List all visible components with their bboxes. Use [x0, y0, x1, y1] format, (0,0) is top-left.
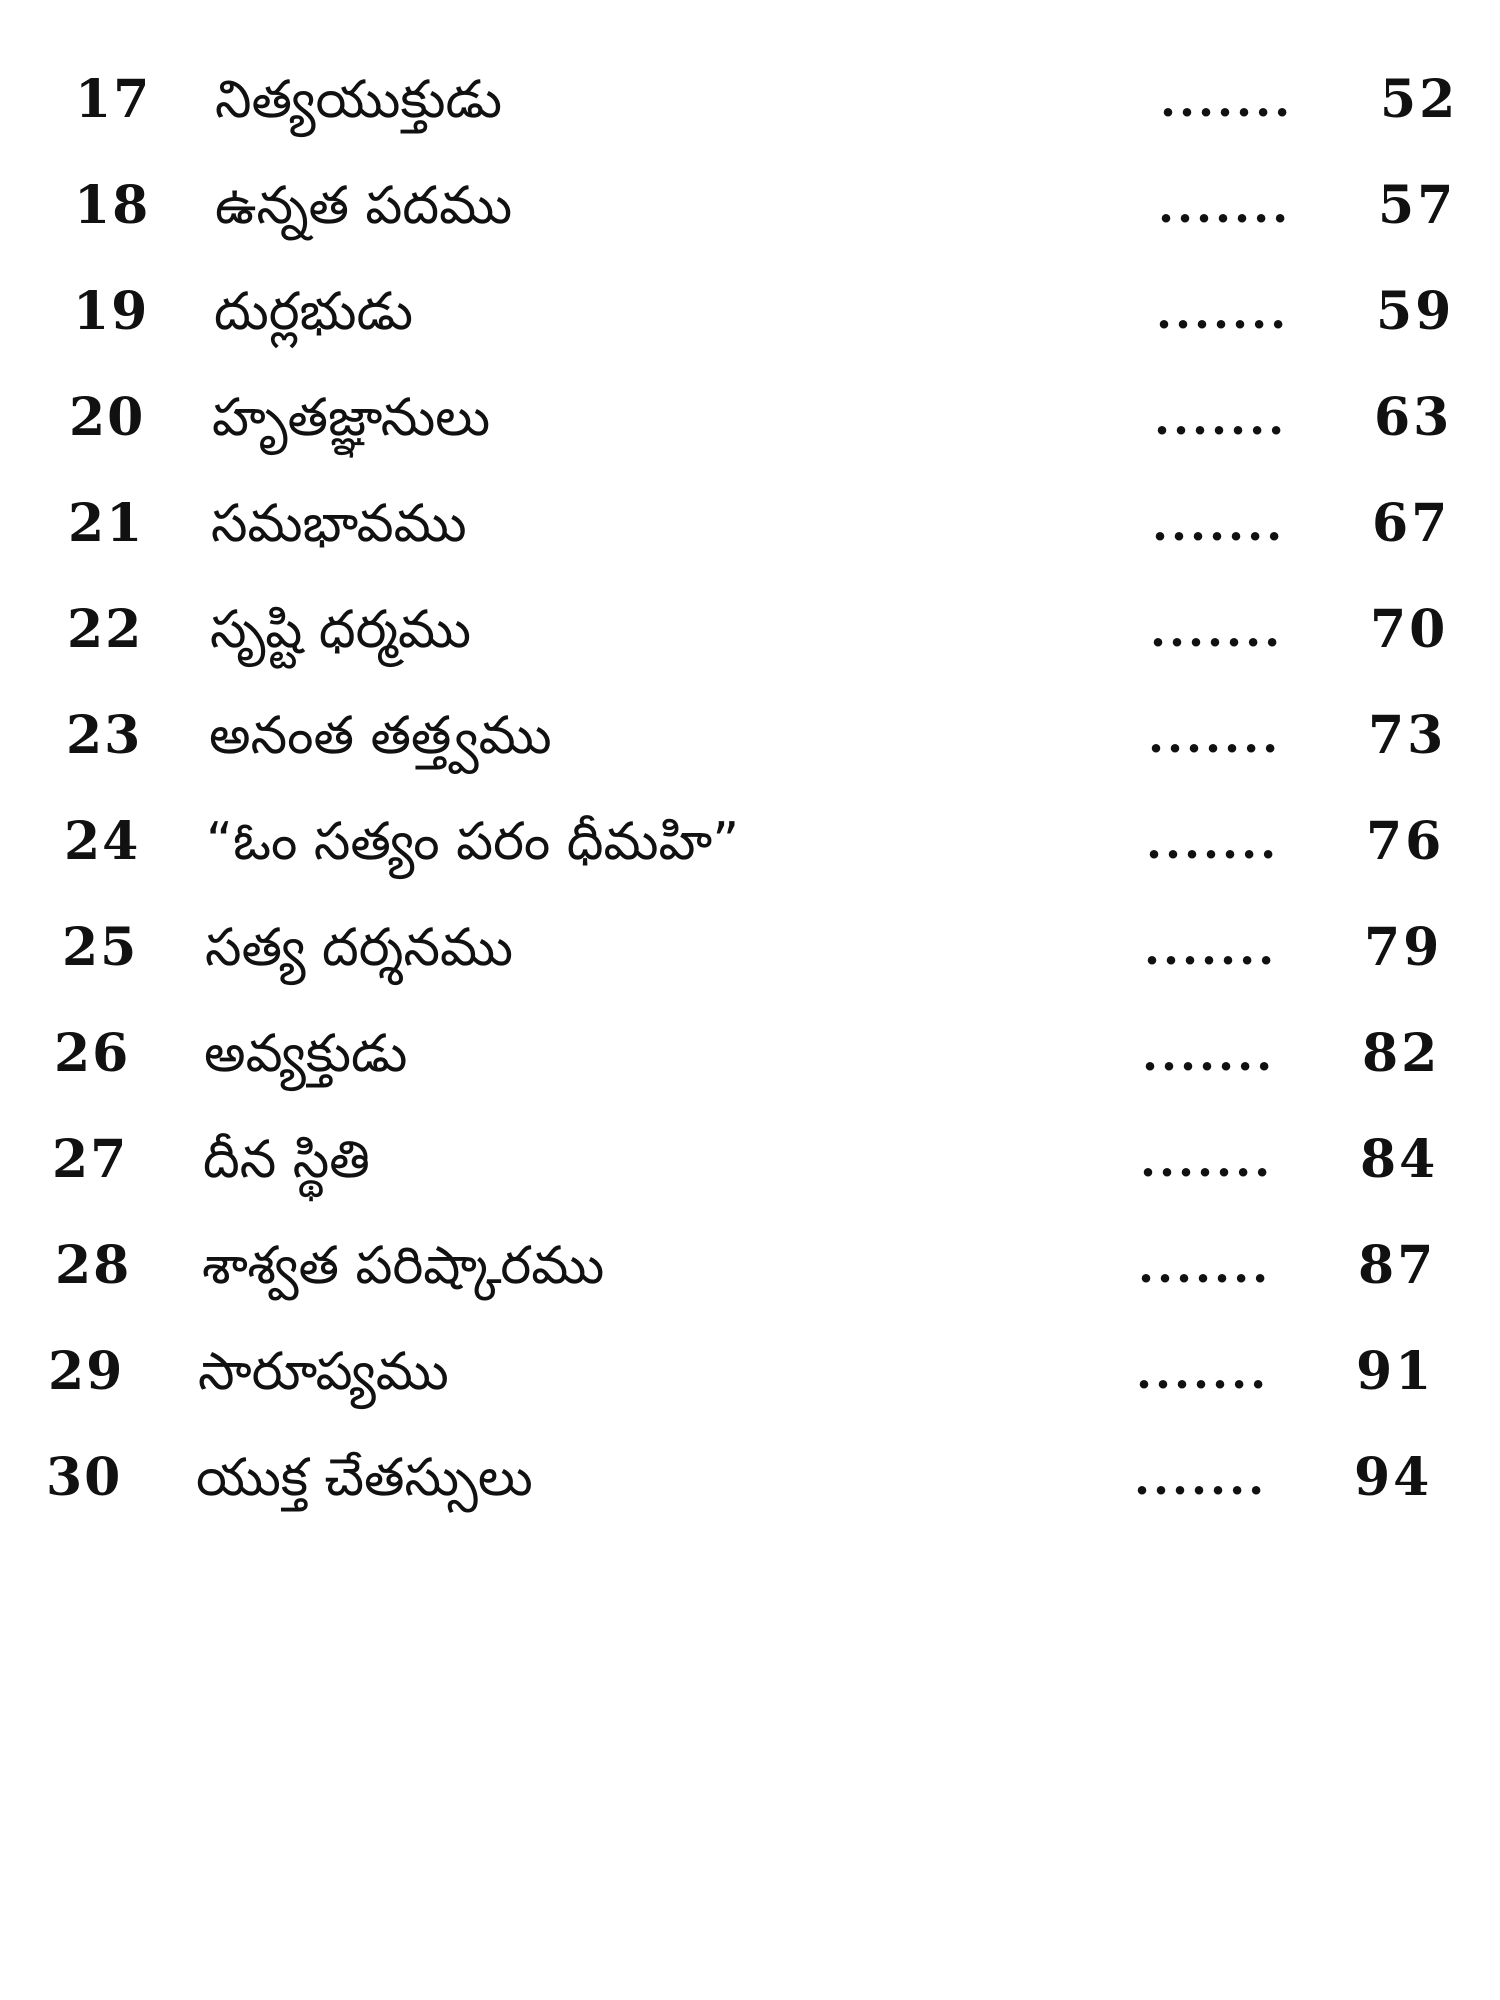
chapter-number: 21: [68, 493, 145, 554]
chapter-number: 26: [54, 1023, 131, 1084]
page-number: 73: [1368, 705, 1447, 766]
dot-leader: .......: [1136, 1345, 1270, 1399]
chapter-title: హృతజ్ఞానులు: [212, 388, 491, 448]
chapter-title: సృష్టి ధర్మము: [210, 600, 471, 660]
dot-leader: .......: [1148, 709, 1282, 763]
toc-entry: [0, 62, 1500, 142]
toc-entry: [0, 380, 1500, 460]
chapter-number: 29: [48, 1341, 125, 1402]
chapter-title: సారూప్యము: [198, 1342, 449, 1402]
dot-leader: .......: [1156, 285, 1290, 339]
toc-entry: [0, 168, 1500, 248]
toc-entry: [0, 804, 1500, 884]
chapter-number: 23: [66, 705, 143, 766]
page-number: 59: [1376, 281, 1455, 342]
dot-leader: .......: [1146, 815, 1280, 869]
chapter-title: దీన స్థితి: [203, 1130, 370, 1190]
page-number: 70: [1370, 599, 1449, 660]
chapter-number: 27: [52, 1129, 129, 1190]
chapter-title: అవ్యక్తుడు: [204, 1024, 408, 1084]
chapter-number: 17: [75, 69, 152, 130]
toc-entry: [0, 1334, 1500, 1414]
chapter-title: అనంత తత్త్వము: [209, 706, 552, 766]
page-number: 52: [1380, 69, 1459, 130]
dot-leader: .......: [1154, 391, 1288, 445]
chapter-number: 25: [62, 917, 139, 978]
dot-leader: .......: [1142, 1027, 1276, 1081]
chapter-number: 18: [74, 175, 151, 236]
page-number: 79: [1364, 917, 1443, 978]
dot-leader: .......: [1138, 1239, 1272, 1293]
chapter-number: 30: [46, 1447, 123, 1508]
page-number: 91: [1356, 1341, 1435, 1402]
page-number: 67: [1372, 493, 1451, 554]
chapter-title: సమభావము: [211, 494, 467, 554]
chapter-title: “ఓం సత్యం పరం ధీమహి”: [206, 812, 740, 872]
toc-entry: [0, 1016, 1500, 1096]
chapter-number: 19: [73, 281, 150, 342]
page-number: 94: [1354, 1447, 1433, 1508]
dot-leader: .......: [1158, 179, 1292, 233]
chapter-number: 24: [64, 811, 141, 872]
toc-entry: [0, 1122, 1500, 1202]
page-number: 57: [1378, 175, 1457, 236]
page-number: 76: [1366, 811, 1445, 872]
toc-entry: [0, 1228, 1500, 1308]
page-number: 63: [1374, 387, 1453, 448]
chapter-number: 22: [67, 599, 144, 660]
dot-leader: .......: [1144, 921, 1278, 975]
chapter-title: శాశ్వత పరిష్కారము: [202, 1236, 605, 1296]
dot-leader: .......: [1152, 497, 1286, 551]
page-number: 82: [1362, 1023, 1441, 1084]
dot-leader: .......: [1160, 73, 1294, 127]
dot-leader: .......: [1150, 603, 1284, 657]
chapter-title: దుర్లభుడు: [214, 282, 414, 342]
toc-entry: [0, 698, 1500, 778]
page-number: 84: [1360, 1129, 1439, 1190]
chapter-title: నిత్యయుక్తుడు: [215, 70, 502, 130]
dot-leader: .......: [1134, 1451, 1268, 1505]
toc-entry: [0, 486, 1500, 566]
chapter-title: యుక్త చేతస్సులు: [196, 1448, 533, 1508]
toc-entry: [0, 274, 1500, 354]
toc-entry: [0, 1440, 1500, 1520]
toc-entry: [0, 910, 1500, 990]
chapter-title: సత్య దర్శనము: [205, 918, 513, 978]
page-number: 87: [1358, 1235, 1437, 1296]
chapter-number: 28: [55, 1235, 132, 1296]
chapter-title: ఉన్నత పదము: [215, 176, 513, 236]
toc-entry: [0, 592, 1500, 672]
chapter-number: 20: [69, 387, 146, 448]
dot-leader: .......: [1140, 1133, 1274, 1187]
